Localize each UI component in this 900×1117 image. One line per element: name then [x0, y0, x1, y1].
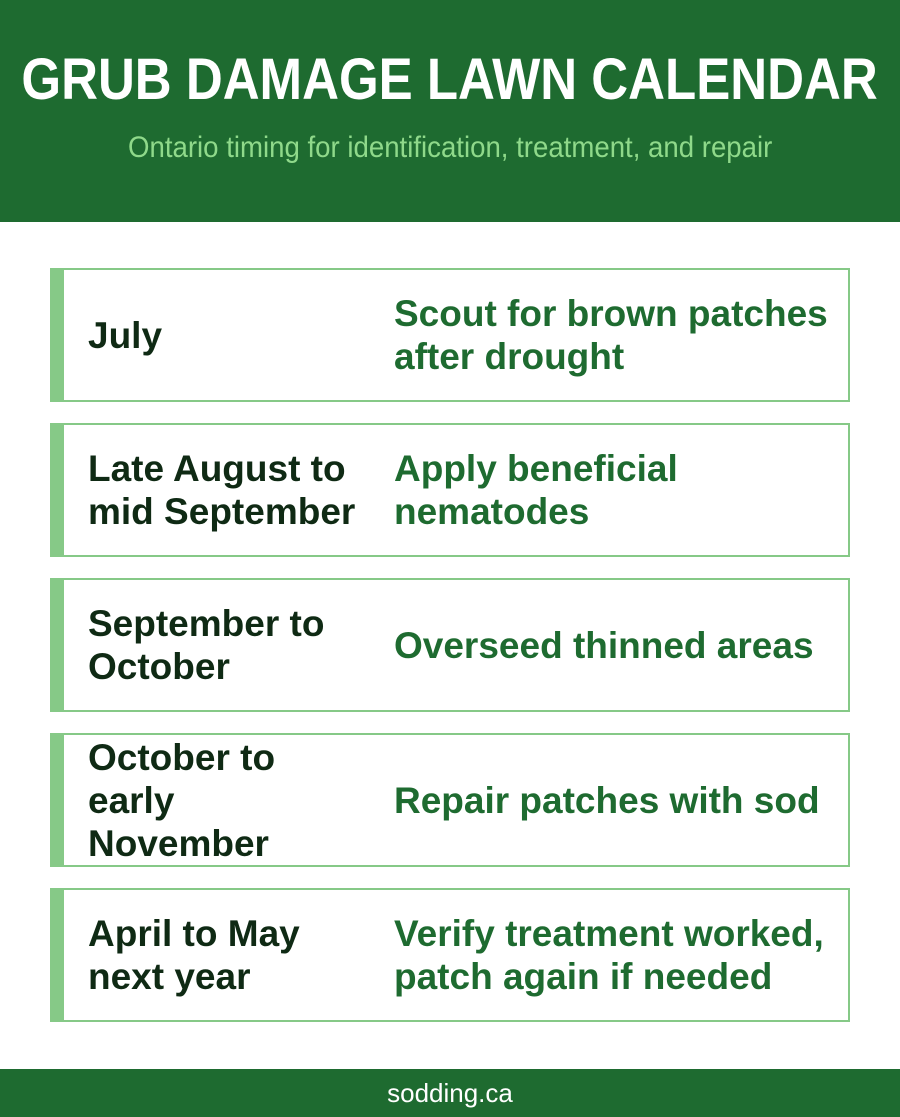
calendar-list	[50, 268, 850, 1043]
row-action: Apply beneficial nematodes	[394, 448, 678, 532]
calendar-row-april	[50, 888, 850, 1022]
calendar-row-october	[50, 733, 850, 867]
page-subtitle: Ontario timing for identification, treatment, and repair	[127, 131, 773, 164]
row-timing: April to May next year	[88, 913, 300, 997]
header-banner	[0, 0, 900, 222]
row-timing: Late August to mid September	[88, 448, 356, 532]
footer-bar	[0, 1069, 900, 1117]
row-timing: September to October	[88, 603, 325, 687]
row-action: Overseed thinned areas	[394, 624, 814, 666]
row-timing: October to early November	[88, 736, 276, 864]
row-action: Verify treatment worked, patch again if needed	[394, 913, 824, 997]
calendar-row-july	[50, 268, 850, 402]
row-action: Scout for brown patches after drought	[394, 293, 828, 377]
footer-site-link[interactable]: sodding.ca	[387, 1078, 513, 1108]
calendar-row-late-august	[50, 423, 850, 557]
calendar-row-september	[50, 578, 850, 712]
page-title: GRUB DAMAGE LAWN CALENDAR	[21, 47, 879, 112]
row-timing: July	[88, 314, 163, 356]
row-action: Repair patches with sod	[394, 779, 820, 821]
